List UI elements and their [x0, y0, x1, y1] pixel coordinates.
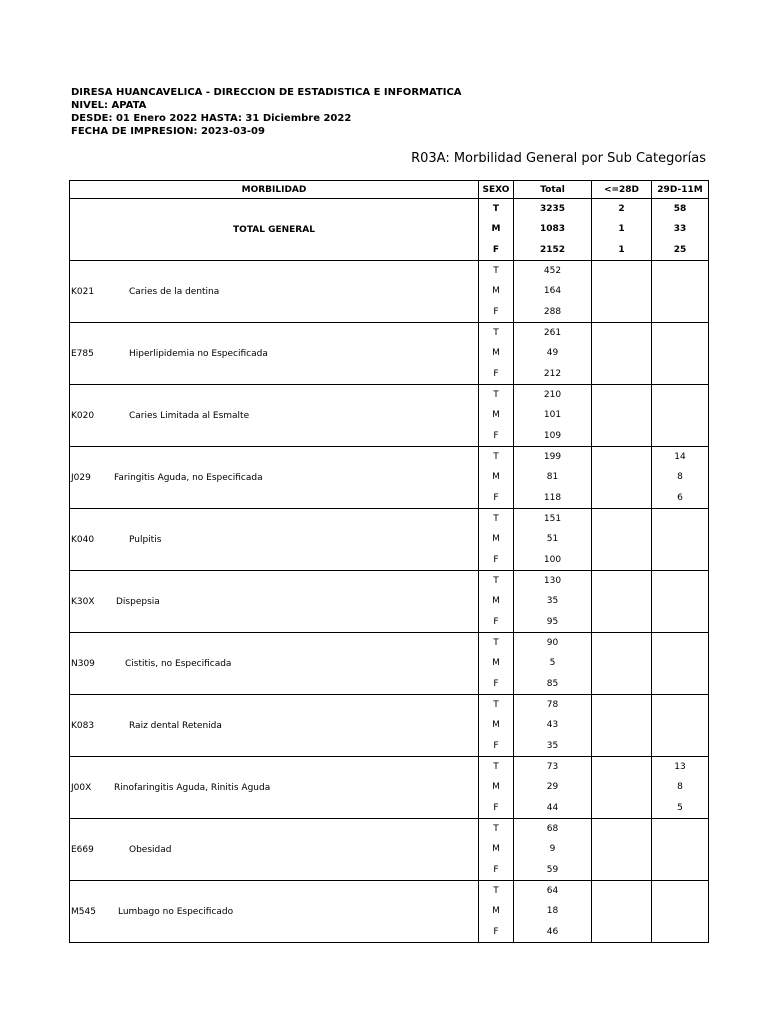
total-t: 151 — [543, 514, 562, 525]
sexo-t: T — [493, 700, 499, 711]
total-m: 81 — [546, 472, 559, 483]
sexo-f: F — [493, 616, 499, 627]
total-t: 64 — [546, 886, 559, 897]
total-f: 95 — [546, 616, 559, 627]
total-t: 68 — [546, 824, 559, 835]
count-29d-11m-f: 5 — [677, 802, 683, 813]
sexo-f: F — [493, 430, 499, 441]
diagnosis-code: N309 — [71, 658, 95, 669]
col-header-29d-11m: 29D-11M — [652, 181, 709, 199]
total-f: 109 — [543, 430, 562, 441]
sexo-f: F — [493, 368, 499, 379]
total-11m-m: 33 — [673, 224, 687, 235]
table-row — [70, 261, 709, 323]
table-row — [70, 509, 709, 571]
table-header-row — [70, 181, 709, 199]
total-m: 9 — [549, 844, 556, 855]
total-sexo-f: F — [492, 244, 500, 255]
total-total-m: 1083 — [539, 224, 566, 235]
table-row — [70, 633, 709, 695]
count-29d-11m-m: 8 — [677, 782, 683, 793]
total-f: 35 — [546, 740, 559, 751]
sexo-m: M — [492, 286, 500, 297]
diagnosis-description: Dispepsia — [116, 596, 160, 607]
sexo-m: M — [492, 534, 500, 545]
total-m: 51 — [546, 534, 559, 545]
total-f: 212 — [543, 368, 562, 379]
sexo-m: M — [492, 720, 500, 731]
report-title: R03A: Morbilidad General por Sub Categorías — [411, 151, 706, 166]
table-row — [70, 571, 709, 633]
total-m: 29 — [546, 782, 559, 793]
table-row — [70, 323, 709, 385]
diagnosis-code: E669 — [71, 844, 94, 855]
table-row — [70, 447, 709, 509]
total-t: 452 — [543, 266, 562, 277]
total-t: 78 — [546, 700, 559, 711]
total-m: 43 — [546, 720, 559, 731]
count-29d-11m-t: 14 — [674, 452, 686, 463]
header-level: NIVEL: APATA — [71, 100, 147, 111]
header-print-date: FECHA DE IMPRESION: 2023-03-09 — [71, 126, 265, 137]
total-m: 49 — [546, 348, 559, 359]
total-28d-m: 1 — [618, 224, 625, 235]
count-29d-11m-f: 6 — [677, 492, 683, 503]
diagnosis-code: K021 — [71, 286, 95, 297]
table-row — [70, 819, 709, 881]
sexo-f: F — [493, 926, 499, 937]
sexo-t: T — [493, 328, 499, 339]
sexo-m: M — [492, 906, 500, 917]
total-m: 5 — [549, 658, 556, 669]
sexo-m: M — [492, 348, 500, 359]
header-period: DESDE: 01 Enero 2022 HASTA: 31 Diciembre 2022 — [71, 113, 352, 124]
col-header-total: Total — [514, 181, 592, 199]
table-row — [70, 757, 709, 819]
sexo-f: F — [493, 306, 499, 317]
sexo-t: T — [493, 390, 499, 401]
sexo-m: M — [492, 410, 500, 421]
diagnosis-code: J029 — [71, 472, 91, 483]
sexo-f: F — [493, 554, 499, 565]
sexo-f: F — [493, 492, 499, 503]
sexo-f: F — [493, 678, 499, 689]
diagnosis-description: Rinofaringitis Aguda, Rinitis Aguda — [114, 782, 271, 793]
total-total-f: 2152 — [539, 244, 566, 255]
col-header-28d: <=28D — [592, 181, 652, 199]
total-m: 164 — [543, 286, 562, 297]
total-t: 210 — [543, 390, 562, 401]
total-m: 35 — [546, 596, 559, 607]
col-header-morbilidad: MORBILIDAD — [70, 181, 479, 199]
total-28d-f: 1 — [618, 244, 625, 255]
sexo-m: M — [492, 658, 500, 669]
total-f: 85 — [546, 678, 559, 689]
sexo-m: M — [492, 472, 500, 483]
total-general-label: TOTAL GENERAL — [70, 199, 479, 261]
total-m: 101 — [543, 410, 562, 421]
total-28d-t: 2 — [618, 204, 625, 215]
total-t: 199 — [543, 452, 562, 463]
morbidity-table — [69, 180, 709, 943]
header-institution: DIRESA HUANCAVELICA - DIRECCION DE ESTADISTICA E INFORMATICA — [71, 87, 462, 98]
sexo-t: T — [493, 576, 499, 587]
diagnosis-description: Caries Limitada al Esmalte — [129, 410, 250, 421]
diagnosis-code: K040 — [71, 534, 95, 545]
sexo-f: F — [493, 740, 499, 751]
total-f: 118 — [543, 492, 562, 503]
total-11m-t: 58 — [673, 204, 687, 215]
total-sexo-m: M — [491, 224, 501, 235]
sexo-t: T — [493, 452, 499, 463]
total-f: 46 — [546, 926, 559, 937]
diagnosis-description: Raiz dental Retenida — [129, 720, 222, 731]
diagnosis-code: J00X — [71, 782, 92, 793]
report-header — [71, 86, 462, 138]
sexo-t: T — [493, 638, 499, 649]
diagnosis-description: Caries de la dentina — [129, 286, 220, 297]
total-f: 288 — [543, 306, 562, 317]
total-11m-f: 25 — [673, 244, 687, 255]
diagnosis-description: Faringitis Aguda, no Especificada — [114, 472, 263, 483]
sexo-f: F — [493, 864, 499, 875]
sexo-t: T — [493, 514, 499, 525]
total-f: 44 — [546, 802, 559, 813]
total-general-row — [70, 199, 709, 261]
diagnosis-description: Pulpitis — [129, 534, 162, 545]
sexo-t: T — [493, 762, 499, 773]
sexo-m: M — [492, 596, 500, 607]
diagnosis-code: K020 — [71, 410, 95, 421]
total-f: 59 — [546, 864, 559, 875]
total-t: 130 — [543, 576, 562, 587]
sexo-m: M — [492, 844, 500, 855]
total-f: 100 — [543, 554, 562, 565]
count-29d-11m-m: 8 — [677, 472, 683, 483]
diagnosis-code: K083 — [71, 720, 95, 731]
diagnosis-code: E785 — [71, 348, 94, 359]
count-29d-11m-t: 13 — [674, 762, 686, 773]
diagnosis-description: Cistitis, no Especificada — [125, 658, 232, 669]
table-row — [70, 881, 709, 943]
sexo-t: T — [493, 886, 499, 897]
sexo-t: T — [493, 266, 499, 277]
total-total-t: 3235 — [539, 204, 566, 215]
table-row — [70, 385, 709, 447]
diagnosis-description: Hiperlipidemia no Especificada — [129, 348, 268, 359]
total-t: 73 — [546, 762, 559, 773]
col-header-sexo: SEXO — [479, 181, 514, 199]
diagnosis-description: Obesidad — [129, 844, 172, 855]
table-row — [70, 695, 709, 757]
sexo-f: F — [493, 802, 499, 813]
diagnosis-code: K30X — [71, 596, 95, 607]
total-m: 18 — [546, 906, 559, 917]
total-t: 261 — [543, 328, 562, 339]
diagnosis-description: Lumbago no Especificado — [118, 906, 234, 917]
total-t: 90 — [546, 638, 559, 649]
sexo-t: T — [493, 824, 499, 835]
diagnosis-code: M545 — [71, 906, 96, 917]
sexo-m: M — [492, 782, 500, 793]
total-sexo-t: T — [492, 204, 500, 215]
